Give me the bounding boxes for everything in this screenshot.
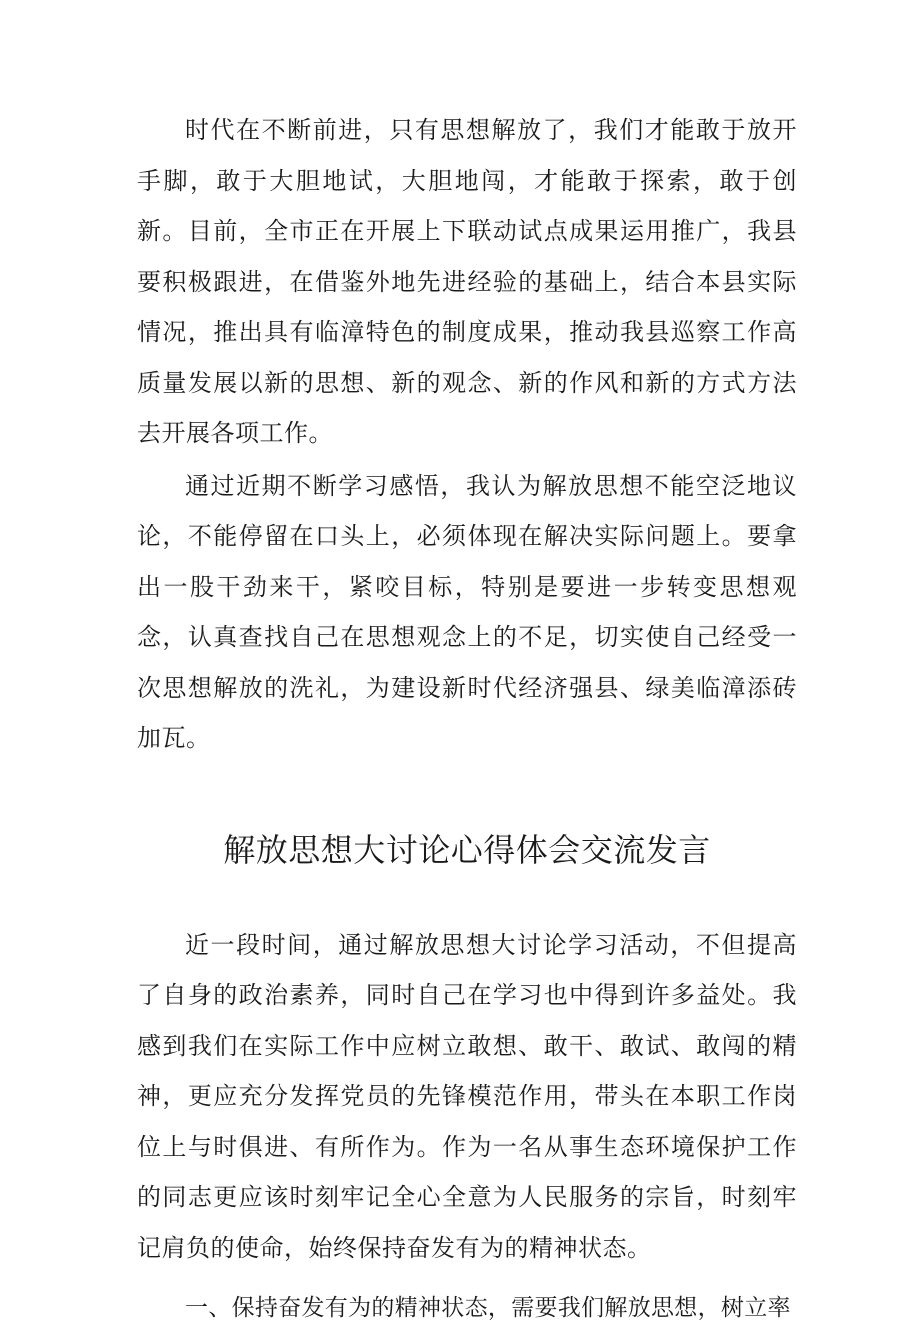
section-heading-1: 一、保持奋发有为的精神状态，需要我们解放思想，树立率 — [185, 1295, 791, 1321]
document-body — [137, 105, 797, 1333]
paragraph-1: 时代在不断前进，只有思想解放了，我们才能敢于放开手脚，敢于大胆地试，大胆地闯，才能敢于探索，敢于创新。目前，全市正在开展上下联动试点成果运用推广，我县要积极跟进，在借鉴外地先进经验的基础上，结合本县实际情况，推出具有临漳特色的制度成果，推动我县巡察工作高质量发展以新的思想、新的观念、新的作风和新的方式方法去开展各项工作。 — [137, 116, 797, 447]
document-title: 解放思想大讨论心得体会交流发言 — [223, 830, 711, 869]
paragraph-3: 近一段时间，通过解放思想大讨论学习活动，不但提高了自身的政治素养，同时自己在学习也中得到许多益处。我感到我们在实际工作中应树立敢想、敢干、敢试、敢闯的精神，更应充分发挥党员的先锋模范作用，带头在本职工作岗位上与时俱进、有所作为。作为一名从事生态环境保护工作的同志更应该时刻牢记全心全意为人民服务的宗旨，时刻牢记肩负的使命，始终保持奋发有为的精神状态。 — [137, 930, 797, 1262]
paragraph-2: 通过近期不断学习感悟，我认为解放思想不能空泛地议论，不能停留在口头上，必须体现在解决实际问题上。要拿出一股干劲来干，紧咬目标，特别是要进一步转变思想观念，认真查找自己在思想观念上的不足，切实使自己经受一次思想解放的洗礼，为建设新时代经济强县、绿美临漳添砖加瓦。 — [137, 471, 797, 752]
